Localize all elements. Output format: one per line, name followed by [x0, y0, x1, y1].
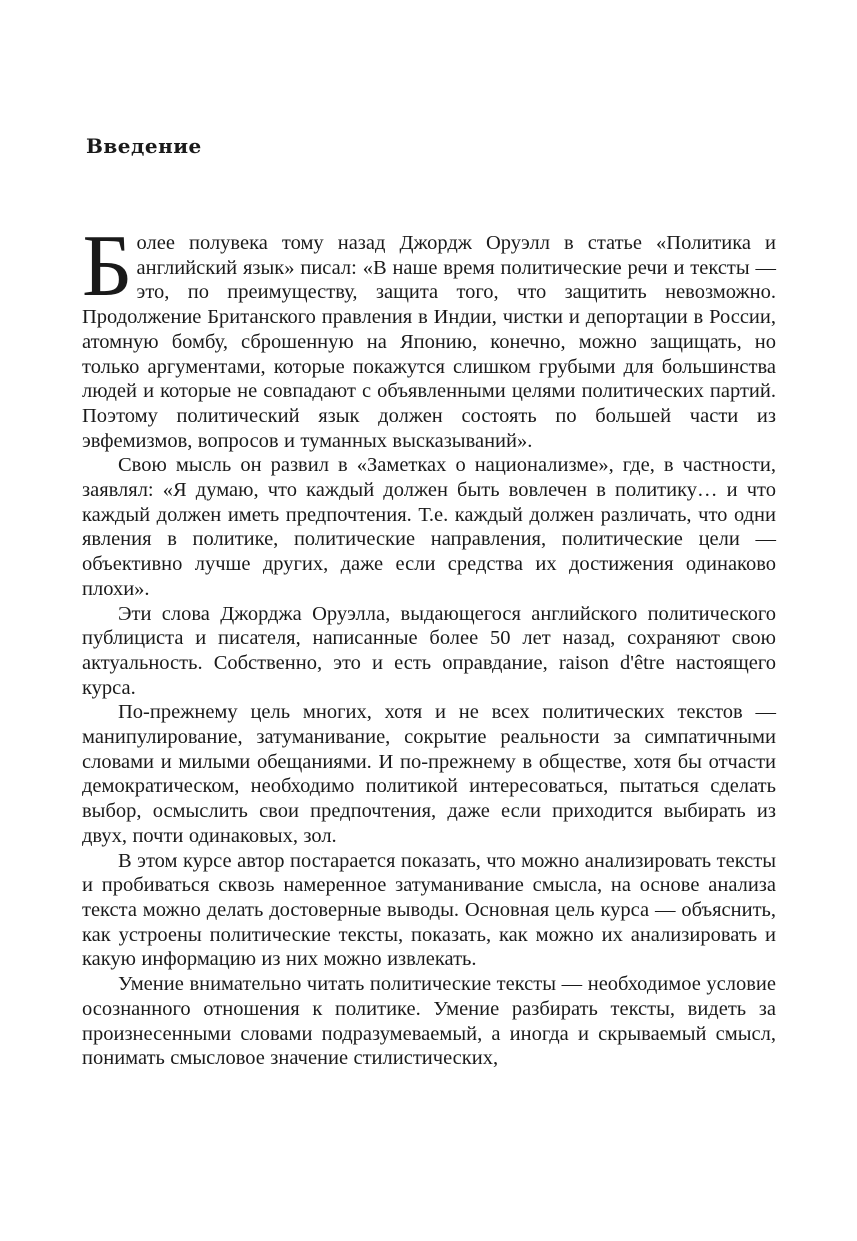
- paragraph-6: Умение внимательно читать политические тексты — необходимое условие осознанного отношения к политике. Умение разбирать тексты, видеть за произнесенными словами подразумеваемый, а иногда и скрываемый смысл, понимать смысловое значение стилистических,: [82, 973, 776, 1070]
- chapter-heading: Введение: [86, 134, 202, 158]
- paragraph-4: По-прежнему цель многих, хотя и не всех политических текстов — манипулирование, затуманивание, сокрытие реальности за симпатичными словами и милыми обещаниями. И по-прежнему в обществе, хотя бы отчасти демократическом, необходимо политикой интересоваться, пытаться сделать выбор, осмыслить свои предпочтения, даже если приходится выбирать из двух, почти одинаковых, зол.: [82, 701, 776, 847]
- paragraph-1-text: олее полувека тому назад Джордж Оруэлл в статье «Политика и английский язык» писал: «В наше время политические речи и тексты — это, по преимуществу, защита того, что защитить невозможно. Продолжение Британского правления в Индии, чистки и депортации в России, атомную бомбу, сброшенную на Японию, конечно, можно защищать, но только аргументами, которые покажутся слишком грубыми для большинства людей и которые не совпадают с объявленными целями политических партий. Поэтому политический язык должен состоять по большей части из эвфемизмов, вопросов и туманных высказываний».: [82, 232, 776, 452]
- paragraph-5: В этом курсе автор постарается показать, что можно анализировать тексты и пробиваться сквозь намеренное затуманивание смысла, на основе анализа текста можно делать достоверные выводы. Основная цель курса — объяснить, как устроены политические тексты, показать, как можно их анализировать и какую информацию из них можно извлекать.: [82, 849, 776, 971]
- book-page: [82, 0, 776, 1241]
- paragraph-3: Эти слова Джорджа Оруэлла, выдающегося английского политического публициста и писателя, написанные более 50 лет назад, сохраняют свою актуальность. Собственно, это и есть оправдание, raison d'être настоящего курса.: [82, 602, 776, 699]
- chapter-body: [82, 218, 776, 1071]
- drop-cap-letter: Б: [82, 218, 133, 315]
- paragraph-1: [82, 218, 776, 453]
- paragraph-2: Свою мысль он развил в «Заметках о национализме», где, в частности, заявлял: «Я думаю, что каждый должен быть вовлечен в политику… и что каждый должен иметь предпочтения. Т.е. каждый должен различать, что одни явления в политике, политические направления, политические цели — объективно лучше других, даже если средства их достижения одинаково плохи».: [82, 454, 776, 600]
